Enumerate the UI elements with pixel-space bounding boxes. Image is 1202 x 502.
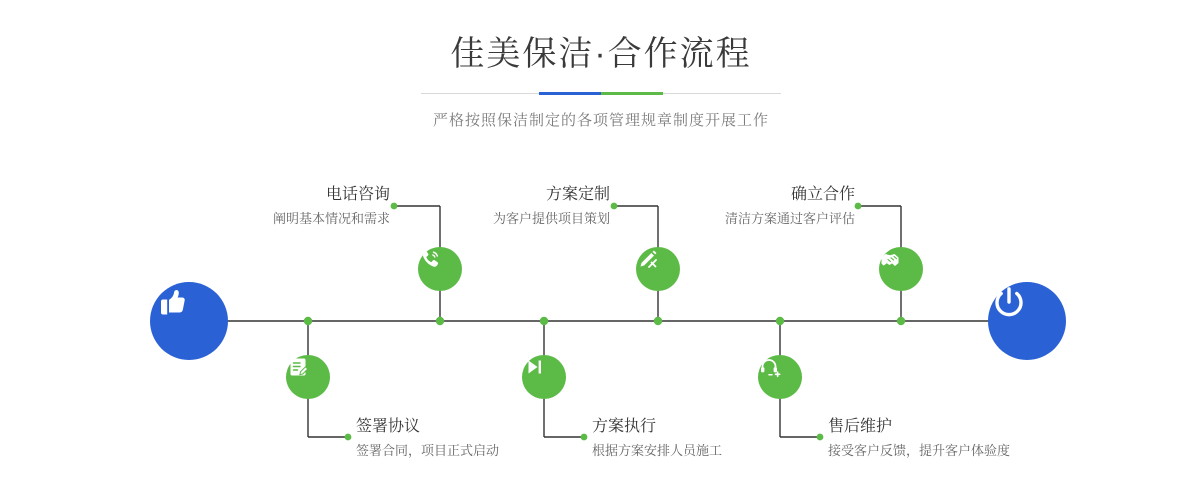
timeline-start-node <box>150 282 228 360</box>
step-desc-5: 清洁方案通过客户评估 <box>724 211 855 226</box>
divider-accent-blue <box>539 92 601 95</box>
step-desc-2: 签署合同，项目正式启动 <box>356 443 500 458</box>
page-header <box>0 30 1202 130</box>
timeline-end-node <box>988 282 1066 360</box>
step-label-5 <box>590 184 855 230</box>
step-node-3[interactable] <box>636 247 680 291</box>
step-desc-3: 为客户提供项目策划 <box>492 211 610 226</box>
step-label-6 <box>828 416 1158 462</box>
page-subtitle: 严格按照保洁制定的各项管理规章制度开展工作 <box>432 112 769 129</box>
step-label-3 <box>345 184 610 230</box>
divider-accent-green <box>601 92 663 95</box>
step-node-2[interactable] <box>286 355 330 399</box>
step-title-1: 电话咨询 <box>325 186 390 203</box>
step-title-3: 方案定制 <box>545 186 610 203</box>
step-desc-1: 阐明基本情况和需求 <box>272 211 390 226</box>
step-desc-6: 接受客户反馈，提升客户体验度 <box>828 443 1011 458</box>
step-node-4[interactable] <box>522 355 566 399</box>
step-title-6: 售后维护 <box>828 418 893 435</box>
step-node-5[interactable] <box>879 247 923 291</box>
step-title-4: 方案执行 <box>592 418 657 435</box>
page-title: 佳美保洁·合作流程 <box>450 35 752 73</box>
step-node-1[interactable] <box>418 247 462 291</box>
process-timeline <box>0 160 1202 502</box>
step-desc-4: 根据方案安排人员施工 <box>592 443 723 458</box>
step-node-6[interactable] <box>758 355 802 399</box>
step-title-2: 签署协议 <box>356 418 421 435</box>
title-divider <box>421 92 781 95</box>
step-title-5: 确立合作 <box>790 186 855 203</box>
